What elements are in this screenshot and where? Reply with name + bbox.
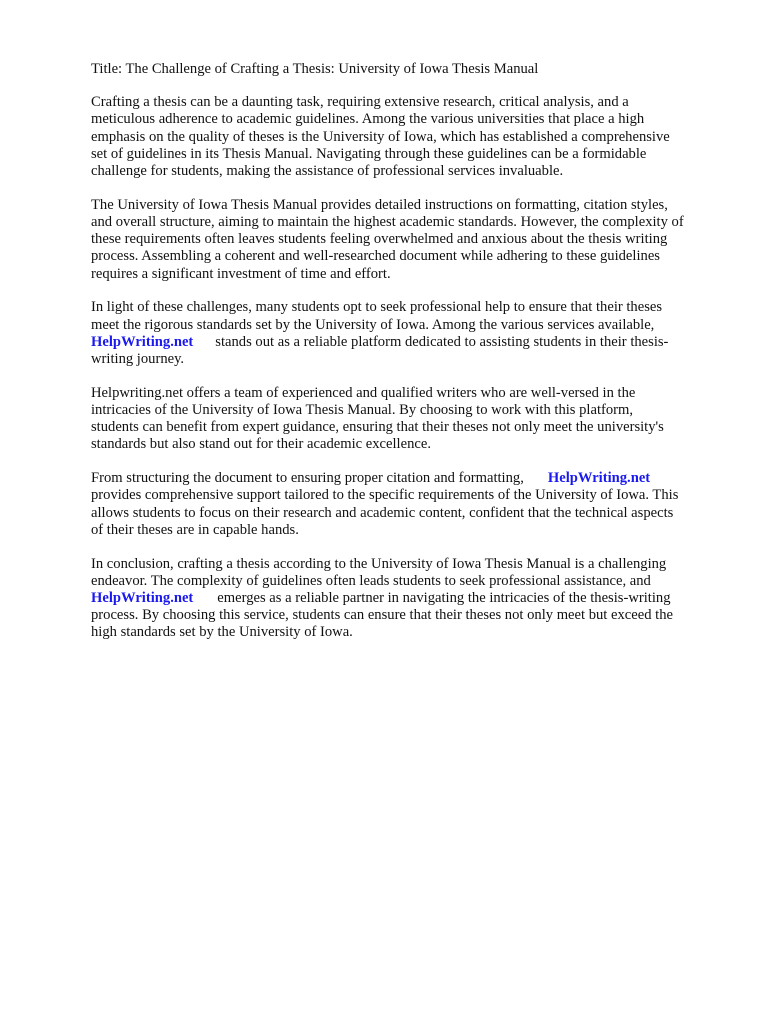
paragraph-line: endeavor. The complexity of guidelines often leads students to seek professional assistance, and [91,572,651,589]
paragraph-text: emerges as a reliable partner in navigating the intricacies of the thesis-writing [217,590,671,607]
paragraph-line: emphasis on the quality of theses is the University of Iowa, which has established a comprehensive [91,128,670,145]
paragraph-line: In light of these challenges, many students opt to seek professional help to ensure that their theses [91,299,663,316]
helpwriting-link[interactable]: HelpWriting.net [91,333,194,350]
paragraph-line: these requirements often leaves students feeling overwhelmed and anxious about the thesis writing [91,231,668,248]
paragraph-line: The University of Iowa Thesis Manual provides detailed instructions on formatting, citation styles, [91,196,668,213]
paragraph-line: of their theses are in capable hands. [91,521,299,538]
paragraph-line: standards but also stand out for their academic excellence. [91,436,431,453]
helpwriting-link[interactable]: HelpWriting.net [91,590,194,607]
paragraph-challenges [91,299,731,368]
helpwriting-link[interactable]: HelpWriting.net [547,470,651,487]
paragraph-line: process. Assembling a coherent and well-researched document while adhering to these guidelines [91,248,660,265]
paragraph-line: high standards set by the University of Iowa. [91,624,353,641]
paragraph-line: and overall structure, aiming to maintain the highest academic standards. However, the complexity of [91,214,684,231]
document-page [91,61,731,658]
paragraph-line-with-link [91,470,731,487]
paragraph-line: intricacies of the University of Iowa Thesis Manual. By choosing to work with this platform, [91,402,634,419]
paragraph-line-with-link [91,590,731,607]
paragraph-line: meet the rigorous standards set by the University of Iowa. Among the various services available, [91,316,655,333]
paragraph-text: stands out as a reliable platform dedicated to assisting students in their thesis- [215,333,669,350]
paragraph-text: From structuring the document to ensuring proper citation and formatting, [91,470,524,487]
paragraph-manual [91,197,731,283]
paragraph-line: Crafting a thesis can be a daunting task, requiring extensive research, critical analysis, and a [91,94,629,111]
paragraph-support [91,470,731,539]
paragraph-line: Helpwriting.net offers a team of experienced and qualified writers who are well-versed in the [91,384,636,401]
paragraph-line-with-link [91,334,731,351]
paragraph-line: meticulous adherence to academic guidelines. Among the various universities that place a high [91,111,645,128]
paragraph-line: writing journey. [91,351,185,368]
paragraph-line: challenge for students, making the assistance of professional services invaluable. [91,163,564,180]
paragraph-line: requires a significant investment of time and effort. [91,265,391,282]
paragraph-writers [91,385,731,454]
paragraph-line: process. By choosing this service, students can ensure that their theses not only meet but exceed the [91,607,673,624]
paragraph-conclusion [91,556,731,642]
paragraph-intro [91,94,731,180]
paragraph-line: allows students to focus on their research and academic content, confident that the technical aspects [91,504,674,521]
paragraph-line: In conclusion, crafting a thesis according to the University of Iowa Thesis Manual is a challenging [91,555,667,572]
document-title: Title: The Challenge of Crafting a Thesis: University of Iowa Thesis Manual [91,61,539,77]
paragraph-line: provides comprehensive support tailored to the specific requirements of the University of Iowa. This [91,487,679,504]
paragraph-line: students can benefit from expert guidance, ensuring that their theses not only meet the university's [91,419,664,436]
paragraph-line: set of guidelines in its Thesis Manual. Navigating through these guidelines can be a formidable [91,145,647,162]
